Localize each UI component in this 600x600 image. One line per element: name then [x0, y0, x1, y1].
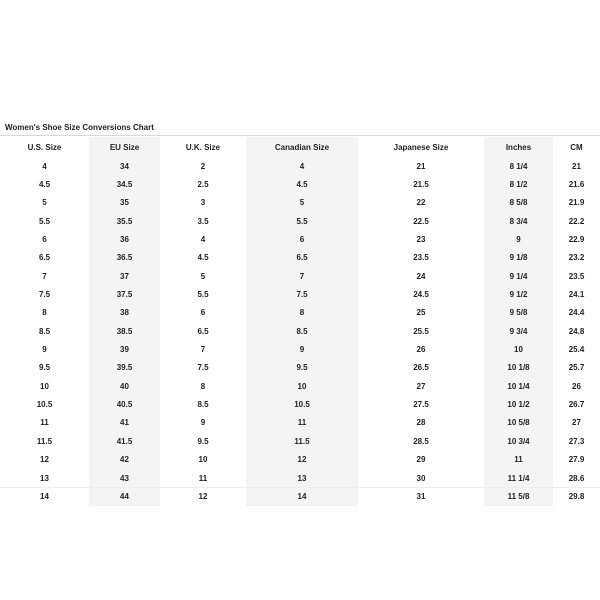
cell-cm: 24.4	[568, 308, 585, 318]
cell-canadian-size: 7	[246, 267, 358, 285]
cell-eu-size: 41	[89, 414, 160, 432]
table-row	[0, 451, 600, 469]
cell-eu-size: 39.5	[89, 359, 160, 377]
cell-inches: 11	[484, 451, 553, 469]
cell-japanese-size: 27.5	[413, 400, 429, 410]
column-header-uk-size: U.K. Size	[185, 142, 221, 152]
table-row	[0, 395, 600, 413]
table-row	[0, 249, 600, 267]
cell-japanese-size: 23	[416, 235, 426, 245]
column-header-eu-size: EU Size	[89, 137, 160, 157]
cell-cm: 22.2	[568, 216, 585, 226]
table-row	[0, 322, 600, 340]
cell-us-size: 10	[40, 381, 49, 391]
cell-uk-size: 6	[200, 308, 206, 318]
cell-eu-size: 44	[89, 487, 160, 505]
table-row	[0, 175, 600, 193]
cell-us-size: 9.5	[38, 363, 51, 373]
cell-japanese-size: 25	[416, 308, 426, 318]
cell-japanese-size: 27	[416, 381, 426, 391]
cell-canadian-size: 5	[246, 194, 358, 212]
table-row	[0, 304, 600, 322]
table-row	[0, 359, 600, 377]
table-row	[0, 212, 600, 230]
cell-canadian-size: 11	[246, 414, 358, 432]
cell-cm: 21	[572, 161, 581, 171]
cell-canadian-size: 13	[246, 469, 358, 487]
cell-inches: 10 5/8	[484, 414, 553, 432]
cell-cm: 28.6	[568, 473, 585, 483]
cell-inches: 8 1/4	[484, 157, 553, 175]
cell-uk-size: 9	[200, 418, 206, 428]
cell-cm: 23.5	[568, 271, 585, 281]
cell-inches: 11 1/4	[484, 469, 553, 487]
cell-inches: 10 1/2	[484, 395, 553, 413]
cell-cm: 25.4	[568, 345, 585, 355]
table-row	[0, 157, 600, 175]
page-title: Women's Shoe Size Conversions Chart	[5, 123, 154, 132]
cell-eu-size: 40.5	[89, 395, 160, 413]
table-body	[0, 157, 600, 506]
cell-us-size: 5.5	[38, 216, 51, 226]
cell-uk-size: 5.5	[197, 290, 209, 300]
cell-eu-size: 40	[89, 377, 160, 395]
column-header-inches: Inches	[484, 137, 553, 157]
cell-cm: 22.9	[568, 235, 585, 245]
table-row	[0, 230, 600, 248]
cell-japanese-size: 26	[416, 345, 426, 355]
cell-uk-size: 2	[200, 161, 206, 171]
cell-canadian-size: 12	[246, 451, 358, 469]
cell-inches: 8 5/8	[484, 194, 553, 212]
cell-canadian-size: 11.5	[246, 432, 358, 450]
cell-uk-size: 3.5	[197, 216, 209, 226]
cell-japanese-size: 21	[416, 161, 426, 171]
cell-eu-size: 43	[89, 469, 160, 487]
cell-inches: 11 5/8	[484, 487, 553, 505]
cell-canadian-size: 9	[246, 340, 358, 358]
cell-us-size: 11	[40, 418, 49, 428]
size-conversion-table	[0, 137, 600, 506]
cell-uk-size: 8	[200, 381, 206, 391]
column-header-japanese-size: Japanese Size	[393, 142, 449, 152]
cell-uk-size: 3	[200, 198, 206, 208]
cell-uk-size: 12	[198, 491, 208, 501]
cell-eu-size: 35	[89, 194, 160, 212]
cell-inches: 9 1/2	[484, 285, 553, 303]
cell-uk-size: 4	[200, 235, 206, 245]
cell-uk-size: 4.5	[197, 253, 209, 263]
cell-japanese-size: 24.5	[413, 290, 429, 300]
cell-cm: 26.7	[568, 400, 585, 410]
cell-eu-size: 38	[89, 304, 160, 322]
cell-us-size: 7	[42, 271, 47, 281]
cell-inches: 8 1/2	[484, 175, 553, 193]
cell-us-size: 13	[40, 473, 49, 483]
cell-us-size: 10.5	[36, 400, 53, 410]
cell-eu-size: 39	[89, 340, 160, 358]
cell-inches: 10 3/4	[484, 432, 553, 450]
table-row	[0, 377, 600, 395]
cell-japanese-size: 23.5	[413, 253, 429, 263]
cell-eu-size: 36	[89, 230, 160, 248]
bottom-divider	[0, 487, 600, 488]
cell-inches: 9 1/4	[484, 267, 553, 285]
cell-cm: 24.1	[568, 290, 585, 300]
table-row	[0, 432, 600, 450]
cell-cm: 23.2	[568, 253, 585, 263]
cell-eu-size: 34	[89, 157, 160, 175]
cell-inches: 10 1/8	[484, 359, 553, 377]
cell-japanese-size: 21.5	[413, 180, 429, 190]
cell-canadian-size: 10.5	[246, 395, 358, 413]
table-row	[0, 469, 600, 487]
table-row	[0, 414, 600, 432]
cell-inches: 8 3/4	[484, 212, 553, 230]
cell-us-size: 11.5	[36, 436, 53, 446]
cell-japanese-size: 30	[416, 473, 426, 483]
cell-eu-size: 41.5	[89, 432, 160, 450]
column-header-cm: CM	[570, 142, 583, 152]
cell-eu-size: 36.5	[89, 249, 160, 267]
cell-japanese-size: 22	[416, 198, 426, 208]
cell-japanese-size: 31	[416, 491, 426, 501]
cell-us-size: 5	[42, 198, 47, 208]
cell-cm: 21.6	[568, 180, 585, 190]
cell-uk-size: 11	[198, 473, 208, 483]
cell-cm: 24.8	[568, 326, 585, 336]
cell-canadian-size: 8	[246, 304, 358, 322]
table-row	[0, 194, 600, 212]
cell-us-size: 4	[42, 161, 47, 171]
cell-canadian-size: 9.5	[246, 359, 358, 377]
cell-cm: 27.3	[568, 436, 585, 446]
cell-canadian-size: 6	[246, 230, 358, 248]
cell-us-size: 4.5	[38, 180, 51, 190]
cell-us-size: 9	[42, 345, 47, 355]
cell-us-size: 6.5	[38, 253, 51, 263]
cell-eu-size: 37.5	[89, 285, 160, 303]
cell-japanese-size: 26.5	[413, 363, 429, 373]
cell-inches: 10	[484, 340, 553, 358]
table-row	[0, 267, 600, 285]
cell-inches: 10 1/4	[484, 377, 553, 395]
cell-inches: 9 5/8	[484, 304, 553, 322]
column-header-us-size: U.S. Size	[27, 142, 62, 152]
cell-us-size: 8	[42, 308, 47, 318]
cell-japanese-size: 24	[416, 271, 426, 281]
cell-us-size: 7.5	[38, 290, 51, 300]
cell-canadian-size: 7.5	[246, 285, 358, 303]
table-row	[0, 487, 600, 505]
cell-inches: 9 3/4	[484, 322, 553, 340]
cell-japanese-size: 29	[416, 455, 426, 465]
table-row	[0, 285, 600, 303]
cell-us-size: 14	[40, 491, 49, 501]
cell-canadian-size: 5.5	[246, 212, 358, 230]
cell-cm: 29.8	[568, 491, 585, 501]
cell-cm: 26	[572, 381, 581, 391]
cell-us-size: 6	[42, 235, 47, 245]
cell-inches: 9	[484, 230, 553, 248]
cell-canadian-size: 6.5	[246, 249, 358, 267]
cell-uk-size: 7	[200, 345, 206, 355]
header-row	[0, 137, 600, 157]
table-row	[0, 340, 600, 358]
cell-uk-size: 8.5	[197, 400, 209, 410]
column-header-canadian-size: Canadian Size	[246, 137, 358, 157]
cell-eu-size: 35.5	[89, 212, 160, 230]
cell-cm: 27	[572, 418, 581, 428]
cell-uk-size: 6.5	[197, 326, 209, 336]
cell-canadian-size: 4	[246, 157, 358, 175]
cell-us-size: 12	[40, 455, 49, 465]
cell-cm: 25.7	[568, 363, 585, 373]
cell-eu-size: 38.5	[89, 322, 160, 340]
cell-japanese-size: 28	[416, 418, 426, 428]
cell-inches: 9 1/8	[484, 249, 553, 267]
title-divider	[0, 135, 600, 136]
cell-japanese-size: 28.5	[413, 436, 429, 446]
cell-eu-size: 42	[89, 451, 160, 469]
cell-uk-size: 7.5	[197, 363, 209, 373]
cell-eu-size: 37	[89, 267, 160, 285]
cell-japanese-size: 22.5	[413, 216, 429, 226]
cell-canadian-size: 10	[246, 377, 358, 395]
cell-uk-size: 2.5	[197, 180, 209, 190]
cell-uk-size: 5	[200, 271, 206, 281]
cell-cm: 21.9	[568, 198, 585, 208]
cell-canadian-size: 4.5	[246, 175, 358, 193]
cell-uk-size: 9.5	[197, 436, 209, 446]
cell-uk-size: 10	[198, 455, 208, 465]
cell-eu-size: 34.5	[89, 175, 160, 193]
cell-canadian-size: 14	[246, 487, 358, 505]
cell-cm: 27.9	[568, 455, 585, 465]
cell-japanese-size: 25.5	[413, 326, 429, 336]
cell-canadian-size: 8.5	[246, 322, 358, 340]
cell-us-size: 8.5	[38, 326, 51, 336]
